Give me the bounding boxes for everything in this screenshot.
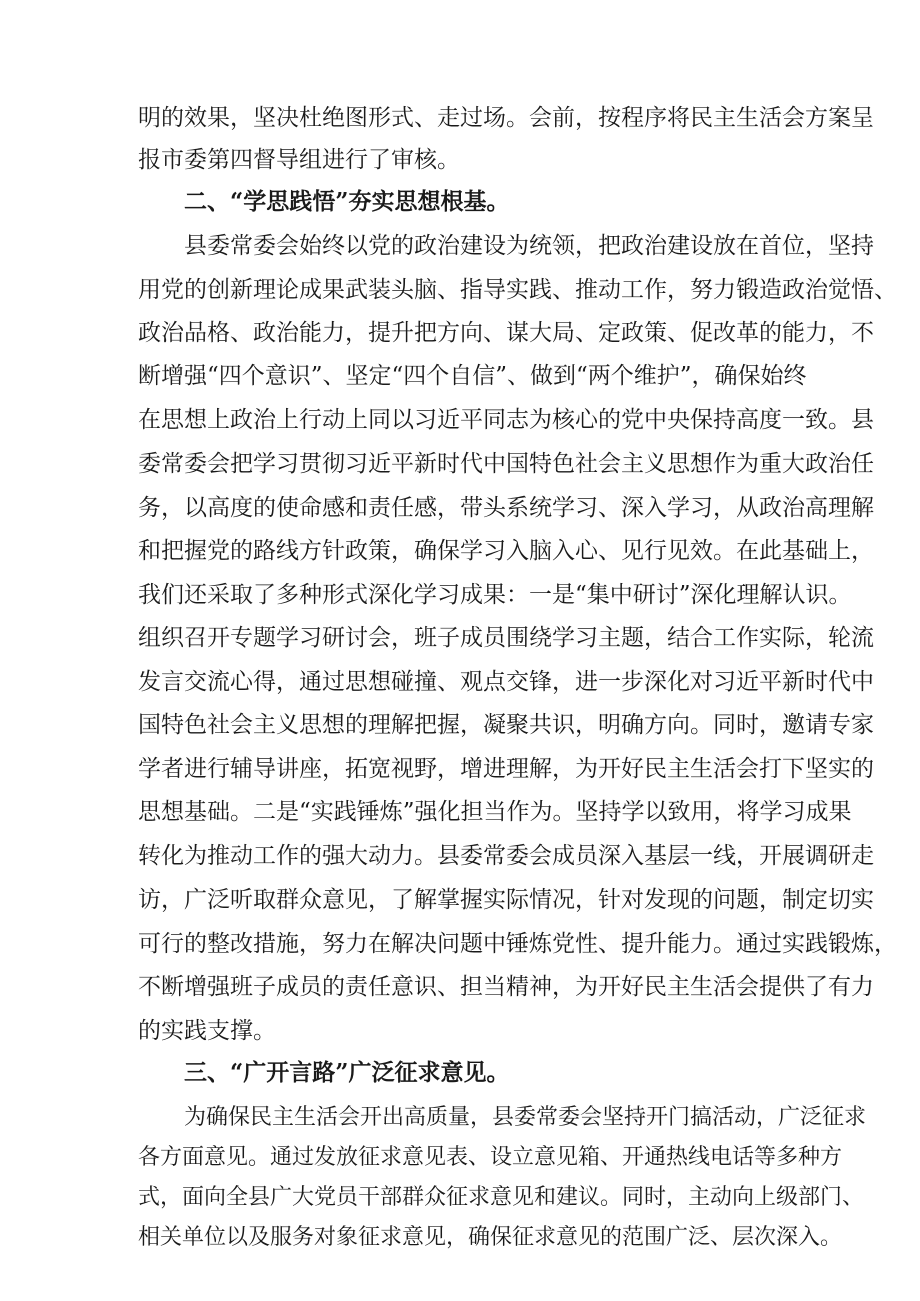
paragraph-line: 的实践支撑。 bbox=[138, 1018, 276, 1044]
paragraph-line: 可行的整改措施，努力在解决问题中锤炼党性、提升能力。通过实践锻炼， bbox=[138, 931, 897, 957]
paragraph-line: 县委常委会始终以党的政治建设为统领，把政治建设放在首位，坚持 bbox=[184, 233, 874, 259]
paragraph-line: 在思想上政治上行动上同以习近平同志为核心的党中央保持高度一致。县 bbox=[138, 407, 874, 433]
paragraph-line: 学者进行辅导讲座，拓宽视野，增进理解，为开好民主生活会打下坚实的 bbox=[138, 756, 874, 782]
paragraph-line: 委常委会把学习贯彻习近平新时代中国特色社会主义思想作为重大政治任 bbox=[138, 451, 874, 477]
paragraph-line: 组织召开专题学习研讨会，班子成员围绕学习主题，结合工作实际，轮流 bbox=[138, 625, 874, 651]
paragraph-line: 为确保民主生活会开出高质量，县委常委会坚持开门搞活动，广泛征求 bbox=[184, 1105, 867, 1130]
paragraph-line: 务，以高度的使命感和责任感，带头系统学习、深入学习，从政治高理解 bbox=[138, 495, 874, 521]
paragraph-line: 相关单位以及服务对象征求意见，确保征求意见的范围广泛、层次深入。 bbox=[138, 1225, 843, 1250]
paragraph-line: 发言交流心得，通过思想碰撞、观点交锋，进一步深化对习近平新时代中 bbox=[138, 669, 874, 695]
paragraph-line: 式，面向全县广大党员干部群众征求意见和建议。同时，主动向上级部门、 bbox=[138, 1185, 865, 1210]
paragraph-line: 报市委第四督导组进行了审核。 bbox=[138, 147, 460, 173]
paragraph-line: 各方面意见。通过发放征求意见表、设立意见箱、开通热线电话等多种方 bbox=[138, 1145, 843, 1170]
paragraph-line: 和把握党的路线方针政策，确保学习入脑入心、见行见效。在此基础上， bbox=[138, 538, 874, 564]
section-heading-3: 三、“广开言路”广泛征求意见。 bbox=[184, 1059, 510, 1086]
paragraph-line: 转化为推动工作的强大动力。县委常委会成员深入基层一线，开展调研走 bbox=[138, 843, 874, 869]
paragraph-line: 断增强“四个意识”、坚定“四个自信”、做到“两个维护”，确保始终 bbox=[138, 363, 807, 389]
paragraph-line: 思想基础。二是“实践锤炼”强化担当作为。坚持学以致用，将学习成果 bbox=[138, 799, 852, 825]
section-heading-2: 二、“学思践悟”夯实思想根基。 bbox=[184, 188, 510, 215]
paragraph-line: 我们还采取了多种形式深化学习成果：一是“集中研讨”深化理解认识。 bbox=[138, 582, 852, 608]
paragraph-line: 明的效果，坚决杜绝图形式、走过场。会前，按程序将民主生活会方案呈 bbox=[138, 105, 874, 131]
paragraph-line: 不断增强班子成员的责任意识、担当精神，为开好民主生活会提供了有力 bbox=[138, 974, 874, 1000]
paragraph-line: 用党的创新理论成果武装头脑、指导实践、推动工作，努力锻造政治觉悟、 bbox=[138, 277, 897, 303]
paragraph-line: 访，广泛听取群众意见，了解掌握实际情况，针对发现的问题，制定切实 bbox=[138, 887, 874, 913]
paragraph-line: 国特色社会主义思想的理解把握，凝聚共识，明确方向。同时，邀请专家 bbox=[138, 712, 874, 738]
paragraph-line: 政治品格、政治能力，提升把方向、谋大局、定政策、促改革的能力，不 bbox=[138, 320, 874, 346]
